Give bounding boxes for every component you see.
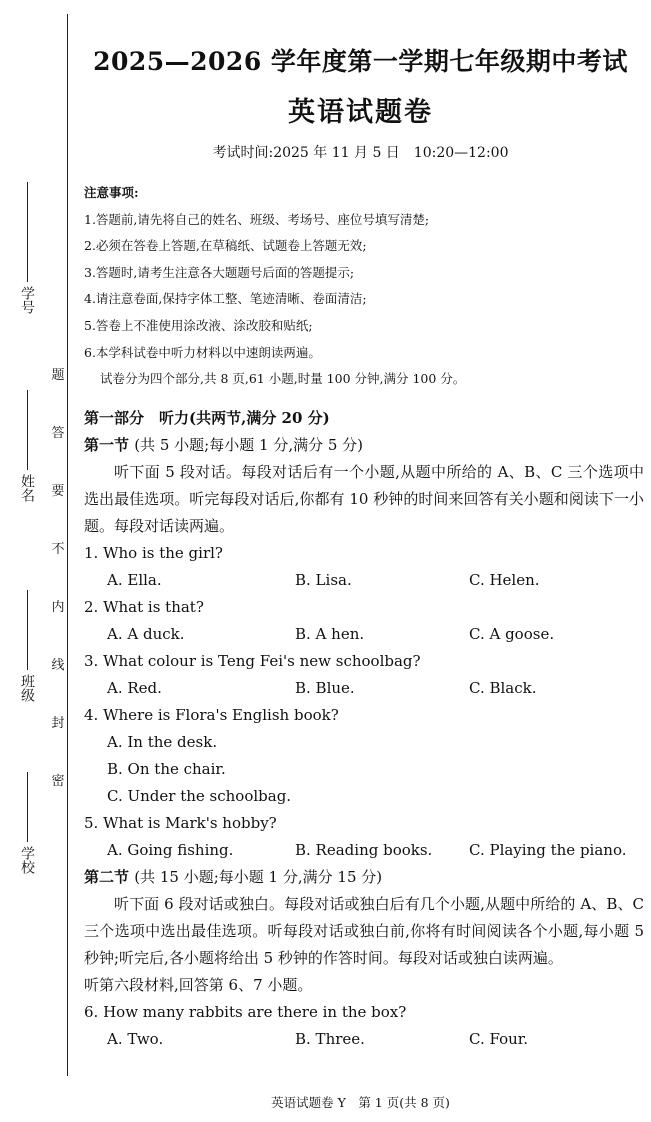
seal-char: 内 [51,600,65,615]
option-a: A. Red. [107,679,162,697]
exam-subtitle: 英语试题卷 [288,97,433,128]
note-item: 3.答题时,请考生注意各大题题号后面的答题提示; [84,264,355,280]
question-options [84,837,644,864]
note-item: 5.答卷上不准使用涂改液、涂改胶和贴纸; [84,317,313,333]
seal-char: 密 [51,774,65,789]
page-footer: 英语试题卷 Y 第 1 页(共 8 页) [271,1095,450,1110]
exam-body [84,405,644,1053]
option-c: C. Four. [469,1030,529,1048]
field-class [18,590,36,702]
option-a: A. Ella. [107,571,162,589]
field-label-student-number: 学号 [19,286,35,314]
note-item: 4.请注意卷面,保持字体工整、笔迹清晰、卷面清洁; [84,291,367,307]
question-stem: 5. What is Mark's hobby? [84,814,277,832]
option-c: C. Under the schoolbag. [107,787,292,805]
exam-time: 考试时间:2025 年 11 月 5 日 10:20—12:00 [212,145,509,161]
seal-char: 题 [51,368,65,383]
option-c: C. Black. [469,679,537,697]
option-b: B. Reading books. [295,841,433,859]
section2-sub: (共 15 小题;每小题 1 分,满分 15 分) [134,868,383,886]
option-b: B. On the chair. [107,760,226,778]
notes-summary: 试卷分为四个部分,共 8 页,61 小题,时量 100 分钟,满分 100 分。 [100,371,466,387]
seal-char: 答 [51,426,65,441]
option-a: A. Two. [107,1030,164,1048]
question-stem: 4. Where is Flora's English book? [84,706,339,724]
seal-char: 不 [51,542,65,557]
option-a: A. Going fishing. [107,841,234,859]
note-item: 6.本学科试卷中听力材料以中速朗读两遍。 [84,344,321,360]
section2-title: 第二节 [84,868,130,886]
option-c: C. Helen. [469,571,540,589]
question-stem: 3. What colour is Teng Fei's new schoolbag? [84,652,421,670]
notes-heading: 注意事项: [84,185,139,200]
question-stem: 1. Who is the girl? [84,544,223,562]
field-label-name: 姓名 [19,474,35,502]
field-student-number [18,182,36,314]
note-item: 2.必须在答卷上答题,在草稿纸、试题卷上答题无效; [84,238,367,254]
binding-line [67,14,68,1076]
question-options [84,1026,644,1053]
option-b: B. Three. [295,1030,365,1048]
exam-title: 2025—2026 学年度第一学期七年级期中考试 [93,47,628,76]
section2-instructions: 听下面 6 段对话或独白。每段对话或独白后有几个小题,从题中所给的 A、B、C 三个选项中选出最佳选项。听每段对话或独白前,你将有时间阅读各个小题,每小题 5 秒钟;听完后,各小题将给出 5 秒钟的作答时间。每段对话或独白读两遍。 [84,895,644,967]
note-item: 1.答题前,请先将自己的姓名、班级、考场号、座位号填写清楚; [84,211,430,227]
section1-instructions: 听下面 5 段对话。每段对话后有一个小题,从题中所给的 A、B、C 三个选项中选出最佳选项。听完每段对话后,你都有 10 秒钟的时间来回答有关小题和阅读下一小题。每段对话读两遍。 [84,463,644,535]
question-stem: 2. What is that? [84,598,204,616]
question-stem: 6. How many rabbits are there in the box? [84,1003,407,1021]
option-b: B. Blue. [295,679,355,697]
section1-header [84,432,644,459]
field-name [18,390,36,502]
question-options [84,621,644,648]
section1-sub: (共 5 小题;每小题 1 分,满分 5 分) [134,436,364,454]
section1-title: 第一节 [84,436,130,454]
option-a: A. In the desk. [107,733,218,751]
option-c: C. Playing the piano. [469,841,627,859]
field-label-school: 学校 [19,846,35,874]
question-options [84,567,644,594]
option-c: C. A goose. [469,625,555,643]
seal-char: 要 [51,484,65,499]
part1-title: 第一部分 听力(共两节,满分 20 分) [84,409,330,427]
question-options [84,675,644,702]
seal-char: 封 [51,716,65,731]
material6-note: 听第六段材料,回答第 6、7 小题。 [84,976,313,994]
field-school [18,772,36,874]
seal-line-notice [50,368,66,794]
option-a: A. A duck. [107,625,185,643]
seal-char: 线 [51,658,65,673]
section2-header [84,864,644,891]
notes-block [84,180,644,393]
field-label-class: 班级 [19,674,35,702]
option-b: B. Lisa. [295,571,352,589]
option-b: B. A hen. [295,625,365,643]
